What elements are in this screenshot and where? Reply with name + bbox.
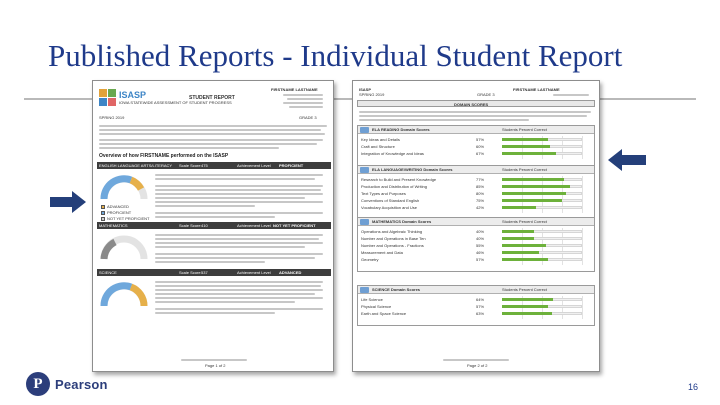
logo-square-red-icon — [108, 98, 116, 106]
domain-chart-column-label: Students Percent Correct — [502, 167, 547, 172]
slide-title: Published Reports - Individual Student Report — [48, 38, 623, 73]
domain-chart-header — [358, 126, 594, 134]
domain-row-percent: 40% — [476, 229, 485, 234]
domain-row-bar — [502, 138, 548, 141]
science-section-header — [97, 269, 331, 276]
logo-square-green-icon — [108, 89, 116, 97]
domain-row-label: Production and Distribution of Writing — [361, 184, 427, 189]
domain-row-percent: 57% — [476, 137, 485, 142]
legend-not-proficient-label: NOT YET PROFICIENT — [107, 216, 150, 221]
chart-gridline — [582, 228, 583, 265]
domain-chart — [357, 125, 595, 166]
domain-row-bar — [502, 230, 534, 233]
domain-row-bar — [502, 206, 536, 209]
page2-header-term: SPRING 2019 — [359, 92, 385, 97]
student-name: FIRSTNAME LASTNAME — [271, 87, 318, 92]
domain-row-bar — [502, 192, 566, 195]
ela-gauge-chart — [101, 173, 147, 201]
isasp-logo-text: ISASP — [119, 90, 147, 100]
domain-row-label: Key Ideas and Details — [361, 137, 400, 142]
domain-chart-column-label: Students Percent Correct — [502, 127, 547, 132]
domain-row-label: Life Science — [361, 297, 383, 302]
domain-row-percent: 42% — [476, 205, 485, 210]
page2-header-grade: GRADE 3 — [477, 92, 495, 97]
subject-icon — [360, 127, 369, 133]
domain-chart-title: ELA READING Domain Scores — [372, 127, 430, 132]
domain-scores-header — [357, 100, 595, 107]
domain-row-bar — [502, 312, 552, 315]
domain-row-label: Earth and Space Science — [361, 311, 407, 316]
science-score-label: Scale Score — [179, 270, 201, 275]
domain-row-bar — [502, 251, 539, 254]
science-score-value: 537 — [201, 270, 208, 275]
page2-header-logo: ISASP — [359, 87, 372, 92]
domain-row-label: Operations and Algebraic Thinking — [361, 229, 423, 234]
subject-icon — [360, 167, 369, 173]
domain-row-label: Measurement and Data — [361, 250, 403, 255]
domain-row-percent: 57% — [476, 257, 485, 262]
legend-not-proficient-swatch-icon — [101, 217, 105, 221]
domain-row-percent: 46% — [476, 250, 485, 255]
domain-row-label: Geometry — [361, 257, 379, 262]
domain-row-bar — [502, 178, 564, 181]
domain-row-percent: 80% — [476, 191, 485, 196]
math-section-header — [97, 222, 331, 229]
science-level-value: ADVANCED — [279, 270, 302, 275]
science-section-name: SCIENCE — [99, 270, 117, 275]
domain-row-bar — [502, 298, 553, 301]
legend-proficient-label: PROFICIENT — [107, 210, 132, 215]
domain-chart-column-label: Students Percent Correct — [502, 219, 547, 224]
domain-chart — [357, 165, 595, 220]
math-level-label: Achievement Level — [237, 223, 271, 228]
domain-row-percent: 40% — [476, 236, 485, 241]
domain-chart-header — [358, 286, 594, 294]
math-level-value: NOT YET PROFICIENT — [273, 223, 316, 228]
slide-page-number: 16 — [687, 382, 698, 392]
subject-icon — [360, 287, 369, 293]
term-label: SPRING 2019 — [99, 115, 125, 120]
domain-row-percent: 57% — [476, 304, 485, 309]
pearson-logo — [26, 372, 108, 396]
ela-score-value: 475 — [201, 163, 208, 168]
math-score-label: Scale Score — [179, 223, 201, 228]
arrow-left-icon — [606, 148, 648, 172]
science-gauge-chart — [101, 280, 147, 308]
domain-chart-title: SCIENCE Domain Scores — [372, 287, 421, 292]
domain-row-label: Text Types and Purposes — [361, 191, 406, 196]
domain-row-label: Number and Operations - Fractions — [361, 243, 424, 248]
chart-gridline — [582, 176, 583, 213]
arrow-right-icon — [48, 190, 88, 214]
domain-scores-heading: DOMAIN SCORES — [454, 102, 489, 107]
legend-proficient-swatch-icon — [101, 211, 105, 215]
ela-section-header — [97, 162, 331, 169]
domain-row-label: Physical Science — [361, 304, 392, 309]
legend-advanced-label: ADVANCED — [107, 204, 129, 209]
domain-row-label: Integration of Knowledge and Ideas — [361, 151, 424, 156]
domain-row-percent: 60% — [476, 144, 485, 149]
domain-chart-title: MATHEMATICS Domain Scores — [372, 219, 432, 224]
domain-row-label: Number and Operations in Base Ten — [361, 236, 426, 241]
grade-label: GRADE 3 — [299, 115, 317, 120]
domain-row-percent: 67% — [476, 151, 485, 156]
page2-header-name: FIRSTNAME LASTNAME — [513, 87, 560, 92]
pearson-mark-icon: P — [26, 372, 50, 396]
domain-chart — [357, 217, 595, 272]
chart-gridline — [582, 136, 583, 159]
subject-icon — [360, 219, 369, 225]
domain-row-label: Craft and Structure — [361, 144, 395, 149]
document-title: STUDENT REPORT — [189, 95, 235, 101]
science-level-label: Achievement Level — [237, 270, 271, 275]
student-report-page-1 — [92, 80, 334, 372]
domain-row-bar — [502, 305, 548, 308]
logo-square-orange-icon — [99, 89, 107, 97]
ela-score-label: Scale Score — [179, 163, 201, 168]
isasp-logo-subtitle: IOWA STATEWIDE ASSESSMENT OF STUDENT PROGRESS — [119, 100, 232, 105]
page1-footer: Page 1 of 2 — [205, 363, 226, 368]
domain-row-bar — [502, 199, 562, 202]
domain-chart-header — [358, 166, 594, 174]
math-section-name: MATHEMATICS — [99, 223, 128, 228]
domain-row-label: Vocabulary Acquisition and Use — [361, 205, 418, 210]
math-gauge-chart — [101, 233, 147, 261]
ela-level-label: Achievement Level — [237, 163, 271, 168]
domain-chart-title: ELA LANGUAGE/WRITING Domain Scores — [372, 167, 453, 172]
logo-square-blue-icon — [99, 98, 107, 106]
math-score-value: 410 — [201, 223, 208, 228]
domain-row-percent: 55% — [476, 243, 485, 248]
domain-row-bar — [502, 258, 548, 261]
domain-chart — [357, 285, 595, 326]
domain-chart-column-label: Students Percent Correct — [502, 287, 547, 292]
ela-level-value: PROFICIENT — [279, 163, 304, 168]
ela-section-name: ENGLISH LANGUAGE ARTS/LITERACY — [99, 163, 173, 168]
overview-heading: Overview of how FIRSTNAME performed on the ISASP — [99, 153, 229, 159]
domain-row-label: Research to Build and Present Knowledge — [361, 177, 437, 182]
chart-gridline — [582, 296, 583, 319]
domain-row-bar — [502, 145, 550, 148]
domain-row-label: Conventions of Standard English — [361, 198, 420, 203]
domain-row-percent: 85% — [476, 184, 485, 189]
page2-footer: Page 2 of 2 — [467, 363, 488, 368]
domain-row-bar — [502, 237, 534, 240]
domain-row-percent: 63% — [476, 311, 485, 316]
domain-row-bar — [502, 152, 556, 155]
pearson-wordmark: Pearson — [55, 376, 108, 392]
domain-row-percent: 75% — [476, 198, 485, 203]
domain-row-percent: 77% — [476, 177, 485, 182]
domain-row-percent: 64% — [476, 297, 485, 302]
domain-row-bar — [502, 185, 570, 188]
domain-row-bar — [502, 244, 546, 247]
domain-chart-header — [358, 218, 594, 226]
legend-advanced-swatch-icon — [101, 205, 105, 209]
student-report-page-2 — [352, 80, 600, 372]
